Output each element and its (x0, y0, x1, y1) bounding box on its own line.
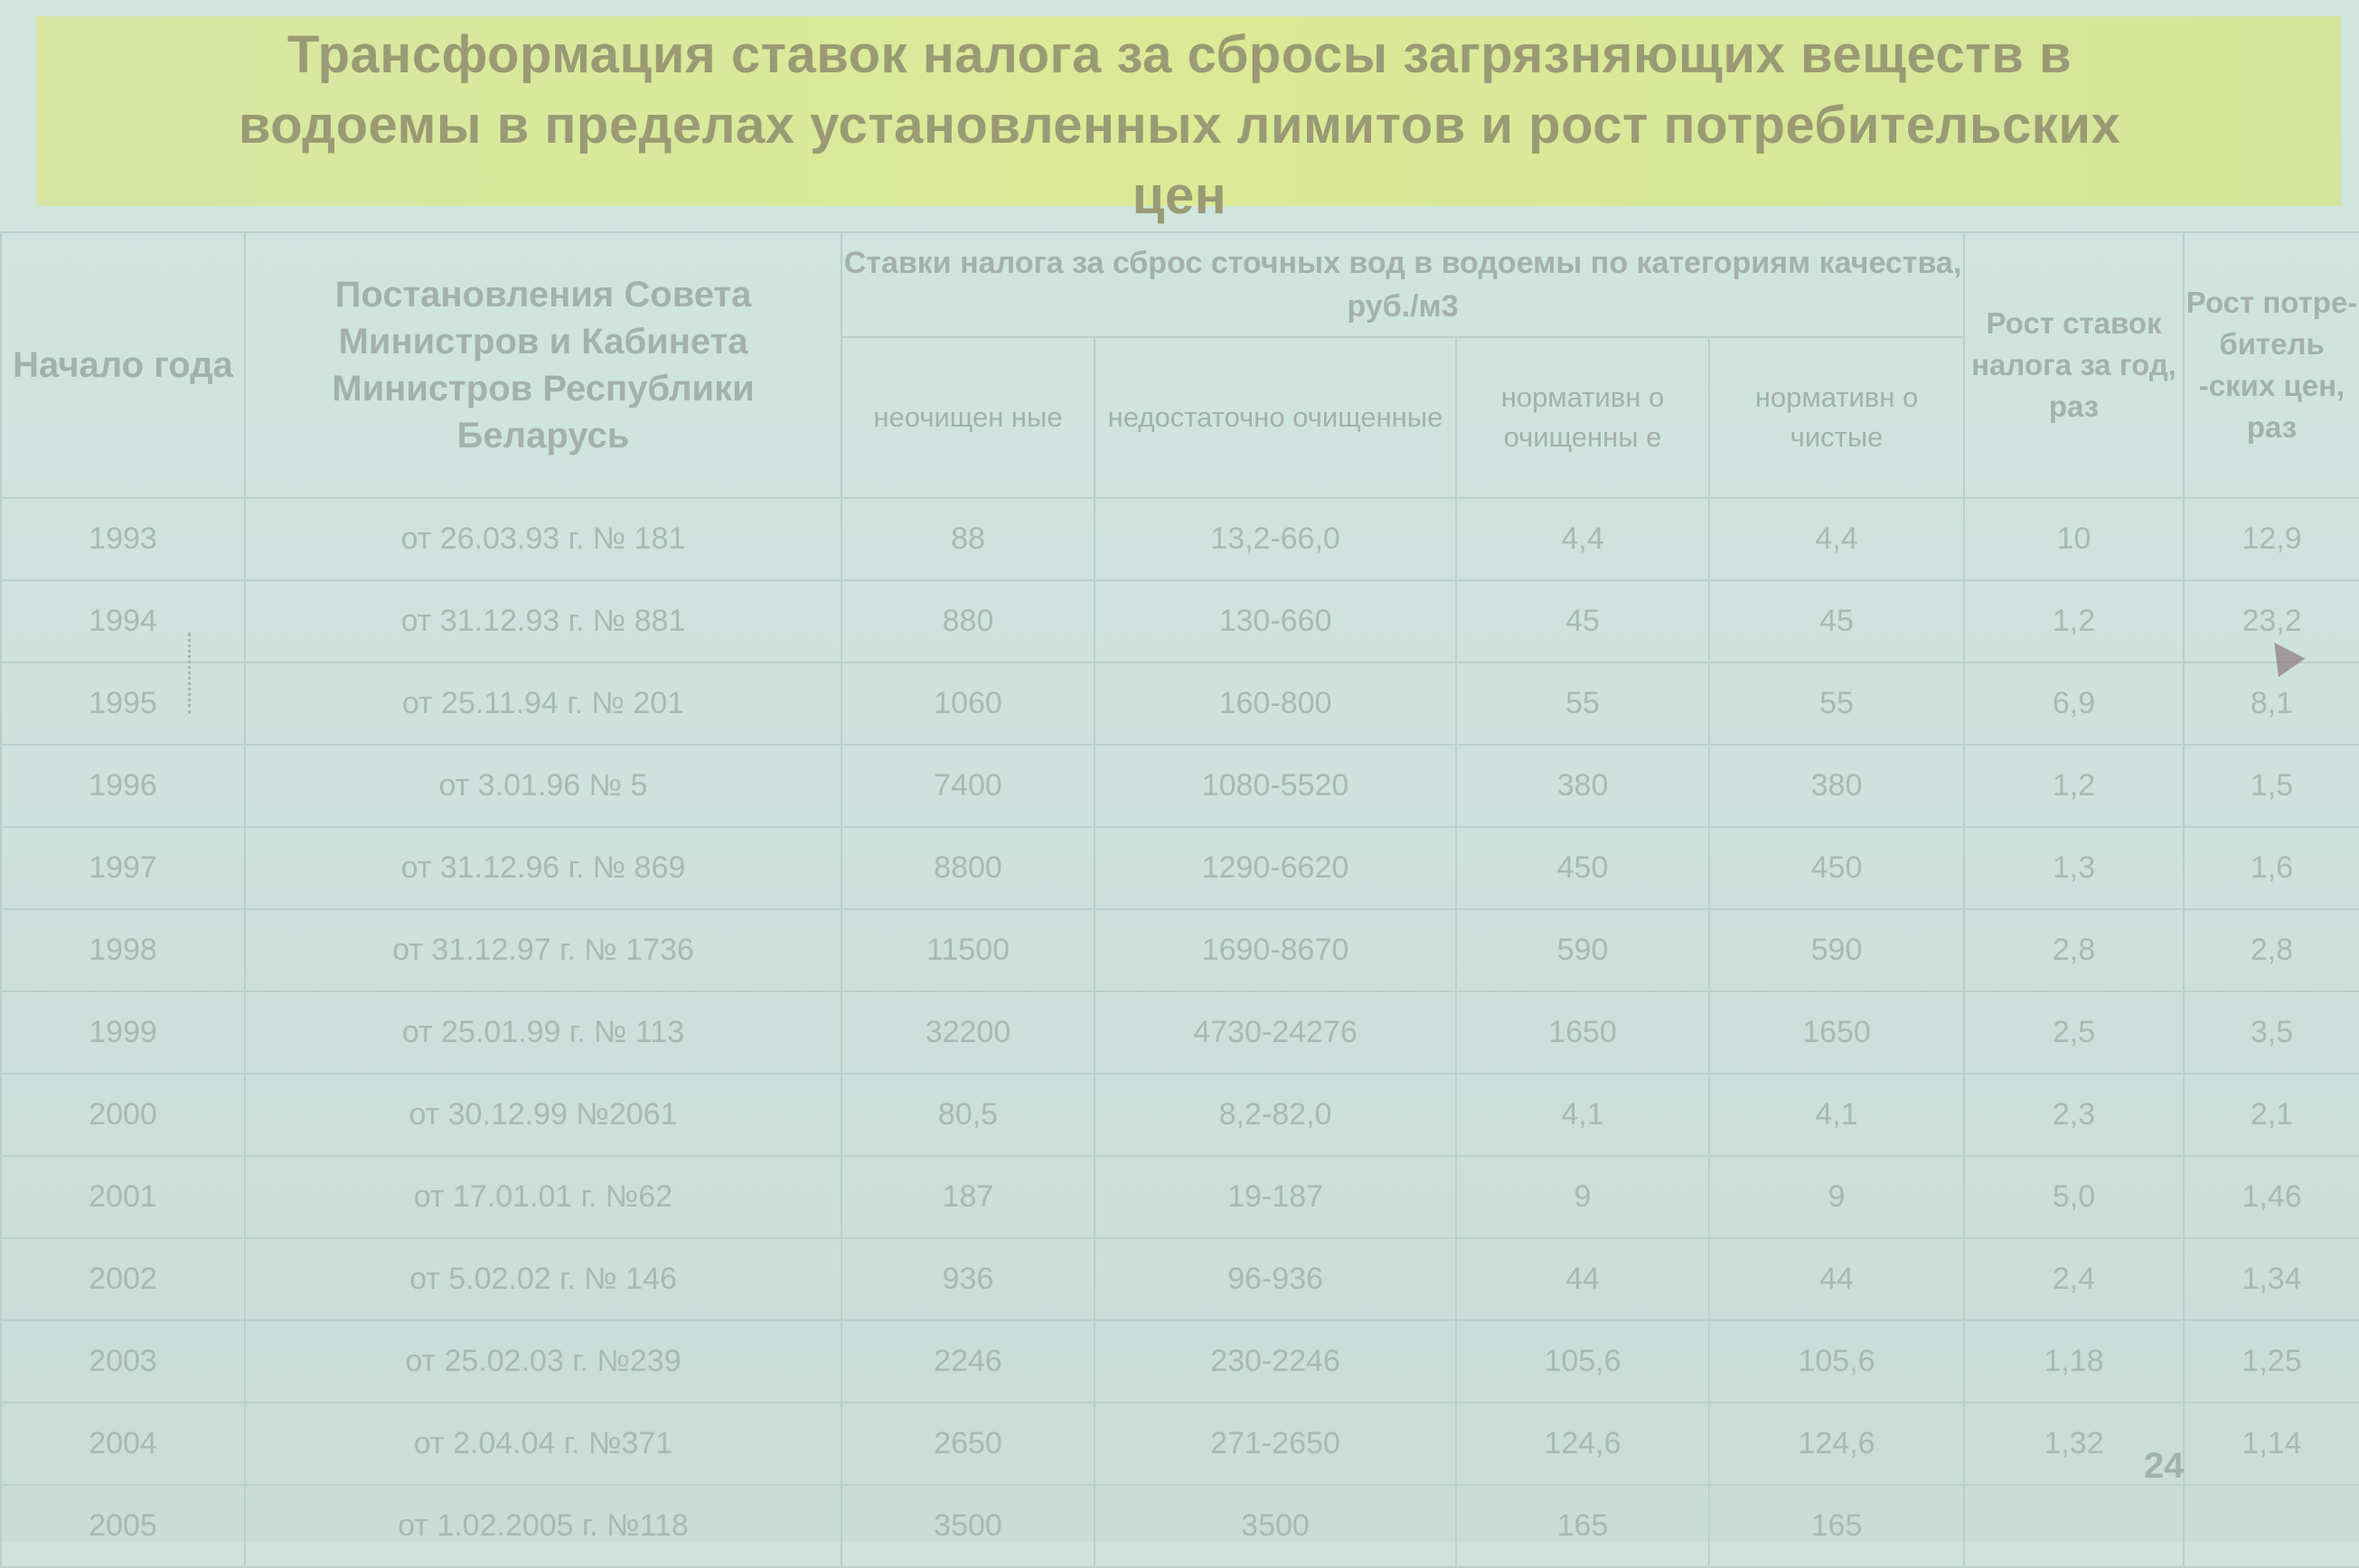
cell-rate-normative-clean: 590 (1709, 909, 1964, 991)
cell-rate-insufficient: 8,2-82,0 (1095, 1074, 1456, 1156)
cell-rate-normative-treated: 380 (1456, 745, 1709, 827)
cell-cpi-growth: 1,34 (2184, 1238, 2359, 1320)
cell-year: 1999 (1, 991, 245, 1074)
cell-cpi-growth: 8,1 (2184, 662, 2359, 745)
cell-year: 2005 (1, 1485, 245, 1567)
cell-decree: от 17.01.01 г. №62 (245, 1156, 841, 1238)
header-cpi-growth: Рост потре- битель -ских цен, раз (2184, 232, 2359, 498)
cell-year: 2001 (1, 1156, 245, 1238)
cell-rate-insufficient: 130-660 (1095, 580, 1456, 662)
cell-decree: от 25.11.94 г. № 201 (245, 662, 841, 745)
cell-year: 1995 (1, 662, 245, 745)
cell-rate-untreated: 11500 (841, 909, 1095, 991)
cell-rate-insufficient: 3500 (1095, 1485, 1456, 1567)
cell-rate-growth: 1,3 (1964, 827, 2184, 909)
cell-rate-growth: 1,32 (1964, 1403, 2184, 1485)
cell-year: 2003 (1, 1320, 245, 1403)
table-row (1, 1403, 2359, 1485)
cell-rate-normative-clean: 44 (1709, 1238, 1964, 1320)
cell-rate-normative-treated: 165 (1456, 1485, 1709, 1567)
cell-cpi-growth: 1,6 (2184, 827, 2359, 909)
cell-cpi-growth: 1,14 (2184, 1403, 2359, 1485)
cell-year: 2004 (1, 1403, 245, 1485)
cell-year: 2000 (1, 1074, 245, 1156)
cell-rate-growth: 10 (1964, 498, 2184, 580)
cell-year: 1997 (1, 827, 245, 909)
cell-decree: от 31.12.96 г. № 869 (245, 827, 841, 909)
header-cat-insufficient: недостаточно очищенные (1095, 337, 1456, 498)
cell-cpi-growth: 1,5 (2184, 745, 2359, 827)
cell-decree: от 26.03.93 г. № 181 (245, 498, 841, 580)
page-number: 24 (2144, 1446, 2185, 1486)
cell-year: 1994 (1, 580, 245, 662)
cell-decree: от 31.12.97 г. № 1736 (245, 909, 841, 991)
cell-rate-normative-treated: 590 (1456, 909, 1709, 991)
cell-rate-normative-treated: 4,4 (1456, 498, 1709, 580)
cell-decree: от 30.12.99 №2061 (245, 1074, 841, 1156)
cell-year: 2002 (1, 1238, 245, 1320)
cell-rate-insufficient: 160-800 (1095, 662, 1456, 745)
table-row (1, 1074, 2359, 1156)
cell-cpi-growth: 1,46 (2184, 1156, 2359, 1238)
cell-year: 1996 (1, 745, 245, 827)
cell-rate-insufficient: 1080-5520 (1095, 745, 1456, 827)
cell-rate-untreated: 3500 (841, 1485, 1095, 1567)
table-row (1, 498, 2359, 580)
cell-cpi-growth: 3,5 (2184, 991, 2359, 1074)
cell-rate-insufficient: 13,2-66,0 (1095, 498, 1456, 580)
cell-rate-normative-treated: 55 (1456, 662, 1709, 745)
cell-rate-normative-clean: 55 (1709, 662, 1964, 745)
cell-rate-growth: 1,2 (1964, 745, 2184, 827)
table-row (1, 662, 2359, 745)
cell-rate-untreated: 88 (841, 498, 1095, 580)
cell-decree: от 25.01.99 г. № 113 (245, 991, 841, 1074)
cell-rate-insufficient: 1690-8670 (1095, 909, 1456, 991)
cell-year: 1993 (1, 498, 245, 580)
cell-decree: от 5.02.02 г. № 146 (245, 1238, 841, 1320)
cell-rate-normative-treated: 450 (1456, 827, 1709, 909)
header-cat-untreated: неочищен ные (841, 337, 1095, 498)
table-row (1, 991, 2359, 1074)
tax-rates-table (0, 231, 2359, 1568)
cell-rate-normative-clean: 105,6 (1709, 1320, 1964, 1403)
cell-rate-untreated: 80,5 (841, 1074, 1095, 1156)
cell-rate-insufficient: 96-936 (1095, 1238, 1456, 1320)
cell-rate-growth: 5,0 (1964, 1156, 2184, 1238)
cell-cpi-growth: 2,8 (2184, 909, 2359, 991)
cell-rate-insufficient: 271-2650 (1095, 1403, 1456, 1485)
cell-rate-growth: 2,3 (1964, 1074, 2184, 1156)
table-row (1, 580, 2359, 662)
cell-rate-normative-clean: 124,6 (1709, 1403, 1964, 1485)
cell-rate-growth: 1,2 (1964, 580, 2184, 662)
header-year: Начало года (1, 232, 245, 498)
header-rates-group: Ставки налога за сброс сточных вод в водоемы по категориям качества, руб./м3 (841, 232, 1964, 337)
header-cat-normative-clean: нормативн о чистые (1709, 337, 1964, 498)
table-row (1, 1156, 2359, 1238)
cell-rate-normative-treated: 45 (1456, 580, 1709, 662)
cell-rate-growth: 2,4 (1964, 1238, 2184, 1320)
cell-decree: от 31.12.93 г. № 881 (245, 580, 841, 662)
cell-rate-normative-clean: 9 (1709, 1156, 1964, 1238)
header-decree: Постановления Совета Министров и Кабинета Министров Республики Беларусь (245, 232, 841, 498)
cell-rate-normative-clean: 380 (1709, 745, 1964, 827)
cell-rate-untreated: 2650 (841, 1403, 1095, 1485)
cell-rate-untreated: 936 (841, 1238, 1095, 1320)
slide-title (0, 20, 2359, 231)
cell-rate-growth: 2,8 (1964, 909, 2184, 991)
cell-rate-normative-treated: 124,6 (1456, 1403, 1709, 1485)
header-cat-normative-treated: нормативн о очищенны е (1456, 337, 1709, 498)
table-row (1, 1238, 2359, 1320)
cell-rate-normative-clean: 1650 (1709, 991, 1964, 1074)
cell-rate-growth (1964, 1485, 2184, 1567)
table-row (1, 1485, 2359, 1567)
cell-decree: от 25.02.03 г. №239 (245, 1320, 841, 1403)
table-row (1, 827, 2359, 909)
cell-rate-untreated: 1060 (841, 662, 1095, 745)
dotted-mark (188, 633, 194, 714)
cell-decree: от 2.04.04 г. №371 (245, 1403, 841, 1485)
cell-rate-untreated: 2246 (841, 1320, 1095, 1403)
cell-rate-normative-clean: 45 (1709, 580, 1964, 662)
cell-rate-untreated: 7400 (841, 745, 1095, 827)
title-line-1: Трансформация ставок налога за сбросы загрязняющих веществ в (287, 25, 2072, 84)
cell-rate-insufficient: 4730-24276 (1095, 991, 1456, 1074)
cell-rate-normative-treated: 105,6 (1456, 1320, 1709, 1403)
cell-decree: от 1.02.2005 г. №118 (245, 1485, 841, 1567)
cell-rate-normative-clean: 450 (1709, 827, 1964, 909)
cell-rate-normative-clean: 4,1 (1709, 1074, 1964, 1156)
cell-cpi-growth: 2,1 (2184, 1074, 2359, 1156)
cell-rate-normative-treated: 4,1 (1456, 1074, 1709, 1156)
cell-year: 1998 (1, 909, 245, 991)
cell-rate-normative-treated: 1650 (1456, 991, 1709, 1074)
cell-rate-insufficient: 1290-6620 (1095, 827, 1456, 909)
cell-cpi-growth: 1,25 (2184, 1320, 2359, 1403)
cell-decree: от 3.01.96 № 5 (245, 745, 841, 827)
cell-cpi-growth: 12,9 (2184, 498, 2359, 580)
cell-rate-insufficient: 19-187 (1095, 1156, 1456, 1238)
header-rate-growth: Рост ставок налога за год, раз (1964, 232, 2184, 498)
cell-rate-normative-clean: 165 (1709, 1485, 1964, 1567)
cell-rate-growth: 2,5 (1964, 991, 2184, 1074)
table-row (1, 745, 2359, 827)
title-line-3: цен (1132, 166, 1227, 225)
cell-rate-untreated: 8800 (841, 827, 1095, 909)
cell-rate-normative-clean: 4,4 (1709, 498, 1964, 580)
cell-rate-untreated: 32200 (841, 991, 1095, 1074)
cell-rate-normative-treated: 44 (1456, 1238, 1709, 1320)
cell-rate-growth: 6,9 (1964, 662, 2184, 745)
cell-rate-untreated: 880 (841, 580, 1095, 662)
table-row (1, 909, 2359, 991)
cell-cpi-growth (2184, 1485, 2359, 1567)
title-line-2: водоемы в пределах установленных лимитов и рост потребительских (238, 96, 2121, 155)
cell-cpi-growth: 23,2 (2184, 580, 2359, 662)
table-row (1, 1320, 2359, 1403)
cell-rate-untreated: 187 (841, 1156, 1095, 1238)
cell-rate-growth: 1,18 (1964, 1320, 2184, 1403)
cell-rate-normative-treated: 9 (1456, 1156, 1709, 1238)
cell-rate-insufficient: 230-2246 (1095, 1320, 1456, 1403)
